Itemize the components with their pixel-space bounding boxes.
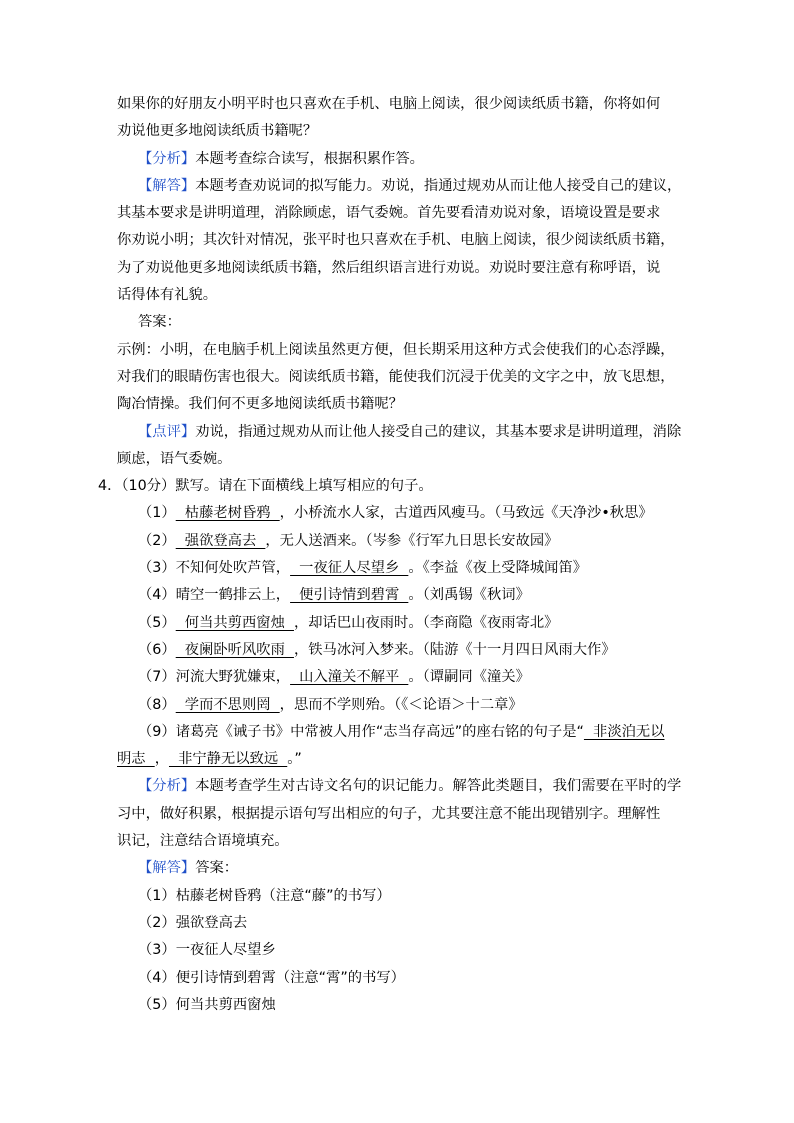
question-number: 4． [98,478,122,495]
q3-example-line-2: 对我们的眼睛伤害也很大。阅读纸质书籍，能使我们沉浸于优美的文字之中，放飞思想， [117,368,675,385]
fill-item-suffix: ，思而不学则殆。（《＜论语＞十二章》 [279,696,523,713]
q3-answer-line-1 [117,173,682,200]
fill-item-prefix: （3）不知何处吹芦管， [138,560,291,577]
fill-blank-answer: 枯藤老树昏鸦 [175,505,280,522]
fill-blank-answer: 明志 [117,751,155,768]
q3-example-line-3: 陶冶情操。我们何不更多地阅读纸质书籍呢？ [117,396,403,413]
q3-example-line-1: 示例：小明，在电脑手机上阅读虽然更方便，但长期采用这种方式会使我们的心态浮躁， [117,341,675,358]
analysis-text: 本题考查学生对古诗文名句的识记能力。解答此类题目，我们需要在平时的学 [195,778,682,795]
fill-item-7 [117,664,682,691]
q3-answer-line-4: 为了劝说他更多地阅读纸质书籍，然后组织语言进行劝说。劝说时要注意有称呼语，说 [117,259,661,276]
fill-blank-answer: 何当共剪西窗烛 [175,614,294,631]
q3-answer-label: 答案： [138,314,181,331]
q4-header [98,473,682,500]
fill-item-separator: ， [154,751,169,768]
fill-item-prefix: （2） [138,532,176,549]
q3-analysis [117,146,682,173]
fill-item-prefix: （5） [138,614,176,631]
answer-item-3: （3）一夜征人尽望乡 [138,942,276,959]
document-content [98,91,682,1019]
q3-comment [117,419,682,446]
fill-blank-answer: 非淡泊无以 [583,723,665,740]
fill-blank-answer: 非宁静无以致远 [168,751,288,768]
fill-item-prefix: （9）诸葛亮《诫子书》中常被人用作“志当存高远”的座右铭的句子是“ [138,723,584,740]
fill-item-prefix: （4）晴空一鹤排云上， [138,587,291,604]
fill-item-8 [117,692,682,719]
analysis-tag: 【分析】 [138,778,196,795]
fill-item-2 [117,528,682,555]
answer-item-4: （4）便引诗情到碧霄（注意“霄”的书写） [138,969,405,986]
fill-item-prefix: （8） [138,696,176,713]
question-header-text: （10分）默写。请在下面横线上填写相应的句子。 [121,478,433,495]
answer-item-1: （1）枯藤老树昏鸦（注意“藤”的书写） [138,887,391,904]
q3-answer-line-2: 其基本要求是讲明道理，消除顾虑，语气委婉。首先要看清劝说对象，语境设置是要求 [117,205,661,222]
comment-tag: 【点评】 [138,423,196,440]
comment-text: 劝说，指通过规劝从而让他人接受自己的建议，其基本要求是讲明道理，消除 [195,423,682,440]
fill-item-6 [117,637,682,664]
answer-item-5: （5）何当共剪西窗烛 [138,996,276,1013]
answer-tag: 【解答】 [138,860,196,877]
analysis-text: 本题考查综合读写，根据积累作答。 [195,150,424,167]
fill-blank-answer: 夜阑卧听风吹雨 [175,641,294,658]
fill-item-suffix: ，无人送酒来。（岑参《行军九日思长安故园》 [265,532,559,549]
answer-label: 答案： [195,860,239,877]
fill-item-5 [117,610,682,637]
q3-answer-line-3: 你劝说小明；其次针对情况，张平时也只喜欢在手机、电脑上阅读，很少阅读纸质书籍， [117,232,675,249]
intro-line-1: 如果你的好朋友小明平时也只喜欢在手机、电脑上阅读，很少阅读纸质书籍，你将如何 [117,96,661,112]
fill-item-suffix: ，小桥流水人家，古道西风瘦马。（马致远《天净沙•秋思》 [279,505,653,522]
intro-line-2: 劝说他更多地阅读纸质书籍呢？ [117,123,318,140]
fill-item-prefix: （1） [138,505,176,522]
q3-comment-line-2: 顾虑，语气委婉。 [117,450,232,467]
fill-blank-answer: 强欲登高去 [175,532,266,549]
fill-item-suffix: 。《李益《夜上受降城闻笛》 [408,560,588,577]
analysis-tag: 【分析】 [138,150,196,167]
q4-answer-header [117,855,682,882]
fill-blank-answer: 学而不思则罔 [175,696,280,713]
fill-item-4 [117,582,682,609]
answer-tag: 【解答】 [138,177,196,194]
fill-item-suffix: 。” [287,751,302,768]
fill-blank-answer: 一夜征人尽望乡 [290,560,409,577]
fill-item-3 [117,555,682,582]
answer-text: 本题考查劝说词的拟写能力。劝说，指通过规劝从而让他人接受自己的建议， [195,177,682,194]
fill-item-suffix: ，却话巴山夜雨时。（李商隐《夜雨寄北》 [293,614,559,631]
fill-item-1 [117,500,682,527]
fill-item-9-cont [117,746,682,773]
q4-analysis-line-2: 习中，做好积累，根据提示语句写出相应的句子，尤其要注意不能出现错别字。理解性 [117,805,661,822]
q4-analysis-line-3: 识记，注意结合语境填充。 [117,833,289,850]
fill-item-9 [117,719,682,746]
fill-item-suffix: 。（谭嗣同《潼关》 [408,669,530,686]
fill-blank-answer: 便引诗情到碧霄 [290,587,409,604]
fill-item-suffix: 。（刘禹锡《秋词》 [408,587,530,604]
answer-item-2: （2）强欲登高去 [138,914,248,931]
fill-item-prefix: （6） [138,641,176,658]
q3-answer-line-5: 话得体有礼貌。 [117,287,218,304]
fill-item-prefix: （7）河流大野犹嫌束， [138,669,291,686]
q4-analysis-line-1 [117,773,682,800]
fill-blank-answer: 山入潼关不解平 [290,669,409,686]
fill-item-suffix: ，铁马冰河入梦来。（陆游《十一月四日风雨大作》 [293,641,616,658]
